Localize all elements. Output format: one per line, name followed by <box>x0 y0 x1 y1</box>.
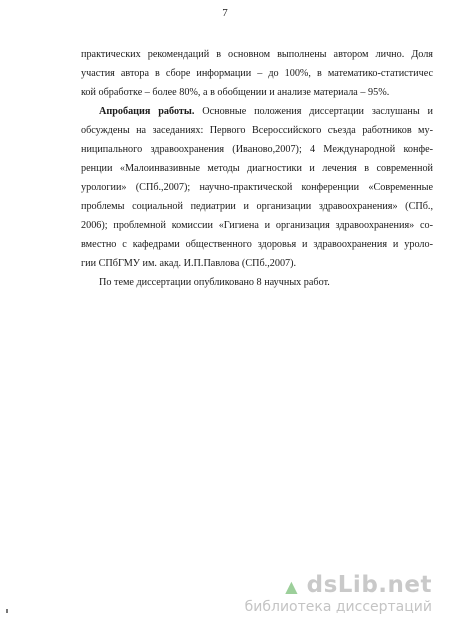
watermark <box>245 573 432 615</box>
paragraph-line: участия автора в сборе информации – до 100%, в математико-статистичес <box>81 68 433 79</box>
paragraph-line: практических рекомендаций в основном выполнены автором лично. Доля <box>81 49 433 60</box>
paragraph-line: ренции «Малоинвазивные методы диагностики и лечения в современной <box>81 163 433 174</box>
scan-mark <box>6 609 8 613</box>
paragraph-line: ниципального здравоохранения (Иваново,2007); 4 Международной конфе- <box>81 144 433 155</box>
approbation-first-line <box>99 105 433 118</box>
approbation-heading: Апробация работы. <box>99 106 195 117</box>
paragraph-line: По теме диссертации опубликовано 8 научных работ. <box>99 277 330 288</box>
watermark-tagline: библиотека диссертаций <box>244 599 432 615</box>
dslib-book-icon: ▲ <box>285 577 299 596</box>
watermark-brand-text: dsLib.net <box>306 572 432 598</box>
paragraph-line: 2006); проблемной комиссии «Гигиена и организация здравоохранения» со- <box>81 220 433 231</box>
paragraph-line: обсуждены на заседаниях: Первого Всероссийского съезда работников му- <box>81 125 433 136</box>
watermark-brand <box>245 573 432 599</box>
paragraph-line: гии СПбГМУ им. акад. И.П.Павлова (СПб.,2007). <box>81 258 297 269</box>
paragraph-text: Основные положения диссертации заслушаны и <box>194 106 433 117</box>
paragraph-line: проблемы социальной педиатрии и организации здравоохранения» (СПб., <box>81 201 433 212</box>
paragraph-line: урологии» (СПб.,2007); научно-практической конференции «Современные <box>81 182 433 193</box>
paragraph-line: вместно с кафедрами общественного здоровья и здравоохранения и уроло- <box>81 239 433 250</box>
paragraph-line: кой обработке – более 80%, а в обобщении и анализе материала – 95%. <box>81 87 390 98</box>
page-number: 7 <box>222 7 228 19</box>
